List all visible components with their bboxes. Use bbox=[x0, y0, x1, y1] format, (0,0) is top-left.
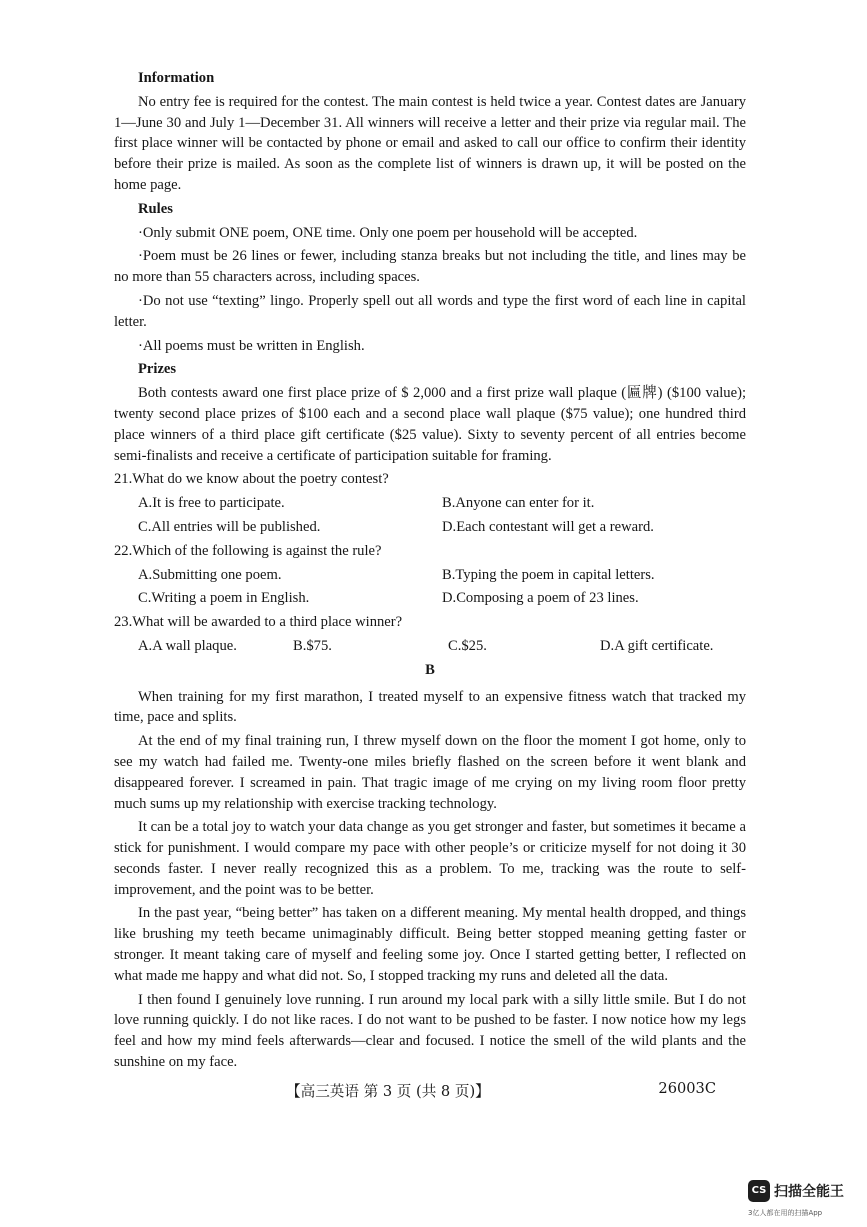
question-21-option-d: D.Each contestant will get a reward. bbox=[442, 518, 654, 535]
section-b-heading: B bbox=[425, 661, 435, 678]
scanner-watermark bbox=[746, 1178, 858, 1222]
question-22-options-row-2 bbox=[114, 588, 746, 609]
rule-item-3: ·Do not use “texting” lingo. Properly spell out all words and type the first word of each line in capital letter. bbox=[114, 292, 746, 330]
question-23-option-b: B.$75. bbox=[293, 637, 332, 654]
information-paragraph: No entry fee is required for the contest. The main contest is held twice a year. Contest dates are January 1—June 30 and July 1—December 31. All winners will receive a letter and their prize via regular mail. The first place winner will be contacted by phone or email and asked to call our office to confirm their identity before their prize is mailed. As soon as the complete list of winners is drawn up, it will be posted on the home page. bbox=[114, 93, 746, 193]
question-21-option-a: A.It is free to participate. bbox=[138, 495, 285, 512]
question-23-option-c: C.$25. bbox=[448, 637, 487, 654]
rule-item-1: ·Only submit ONE poem, ONE time. Only one poem per household will be accepted. bbox=[138, 224, 638, 241]
passage-b-paragraph-4: In the past year, “being better” has taken on a different meaning. My mental health dropped, and things like brushing my teeth became unimaginably difficult. Being better stopped meaning getting faster or stronger. It meant taking care of myself and feeling some joy. Once I started getting better, I reflected on what made me happy and what did not. So, I stopped tracking my runs and deleted all the data. bbox=[114, 905, 746, 984]
question-22-option-d: D.Composing a poem of 23 lines. bbox=[442, 590, 639, 607]
question-22-option-c: C.Writing a poem in English. bbox=[138, 590, 310, 607]
question-22-options-row-1 bbox=[114, 565, 746, 586]
rules-heading: Rules bbox=[138, 200, 173, 217]
question-23-option-a: A.A wall plaque. bbox=[138, 637, 237, 654]
rule-item-2: ·Poem must be 26 lines or fewer, including stanza breaks but not including the title, and lines may be no more than 55 characters across, including spaces. bbox=[114, 248, 746, 286]
watermark-tagline: 3亿人都在用的扫描App bbox=[748, 1209, 823, 1217]
passage-b-paragraph-3: It can be a total joy to watch your data change as you get stronger and faster, but sometimes it became a stick for punishment. I would compare my pace with other people’s or criticize myself for not doing it 30 seconds faster. I never really recognized this as a problem. To me, tracking was the route to self-improvement, and the point was to be better. bbox=[114, 819, 746, 898]
question-21-option-b: B.Anyone can enter for it. bbox=[442, 495, 595, 512]
prizes-heading: Prizes bbox=[138, 361, 177, 378]
passage-b-paragraph-5: I then found I genuinely love running. I run around my local park with a silly little smile. But I do not love running quickly. I do not like races. I do not want to be pushed to be faster. I now notice how my legs feel and how my mind feels afterwards—clear and focused. I notice the smell of the wild plants and the sunshine on my face. bbox=[114, 991, 746, 1071]
question-23-options-row bbox=[114, 636, 746, 657]
question-22-stem: 22.Which of the following is against the rule? bbox=[114, 542, 382, 559]
page-number-label: 【高三英语 第 3 页 (共 8 页)】 bbox=[286, 1083, 490, 1100]
page-footer bbox=[286, 1080, 746, 1101]
passage-b-paragraph-2: At the end of my final training run, I threw myself down on the floor the moment I got home, only to see my watch had failed me. Twenty-one miles briefly flashed on the screen before it went blank and disappeared forever. I screamed in pain. That tragic image of me crying on my living room floor pretty much sums up my relationship with exercise tracking technology. bbox=[114, 733, 746, 812]
question-22-option-b: B.Typing the poem in capital letters. bbox=[442, 566, 655, 583]
question-21-options-row-1 bbox=[114, 493, 746, 514]
question-21-option-c: C.All entries will be published. bbox=[138, 518, 321, 535]
question-21-stem: 21.What do we know about the poetry contest? bbox=[114, 471, 389, 488]
exam-page bbox=[114, 68, 746, 1076]
information-heading: Information bbox=[138, 70, 215, 86]
prizes-paragraph: Both contests award one first place prize of $ 2,000 and a first prize wall plaque (匾牌) ($100 value); twenty second place prizes of $100 each and a second place wall plaque ($75 value); one hundred third place winners of a third place gift certificate ($25 value). Sixty to seventy percent of all entries become semi-finalists and receive a certificate of participation suitable for framing. bbox=[114, 385, 746, 464]
rule-item-4: ·All poems must be written in English. bbox=[138, 337, 365, 354]
exam-code: 26003C bbox=[658, 1080, 716, 1097]
passage-b-paragraph-1: When training for my first marathon, I treated myself to an expensive fitness watch that tracked my time, pace and splits. bbox=[114, 688, 746, 726]
question-23-option-d: D.A gift certificate. bbox=[600, 637, 714, 654]
camscanner-logo-icon: CS bbox=[748, 1180, 770, 1202]
watermark-brand: 扫描全能王 bbox=[774, 1184, 844, 1200]
question-22-option-a: A.Submitting one poem. bbox=[138, 566, 282, 583]
question-21-options-row-2 bbox=[114, 517, 746, 538]
question-23-stem: 23.What will be awarded to a third place winner? bbox=[114, 614, 403, 631]
